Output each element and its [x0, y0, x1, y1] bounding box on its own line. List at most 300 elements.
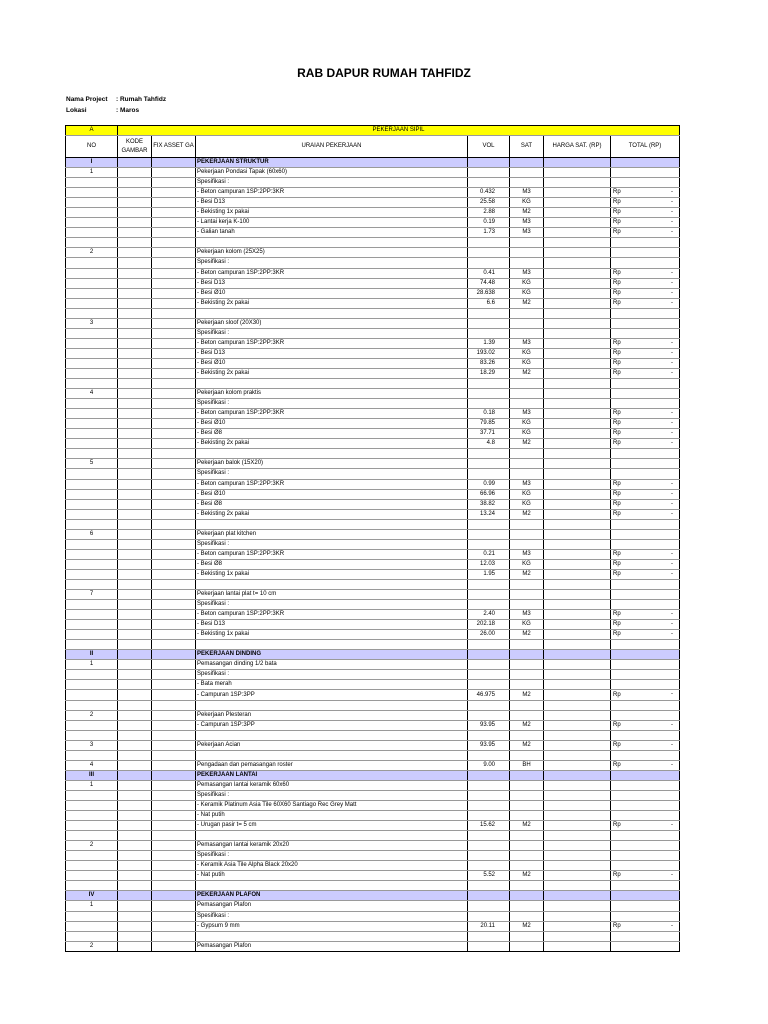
col-harga: HARGA SAT. (RP) — [544, 136, 611, 158]
cell-harga — [544, 811, 611, 821]
cell-desc-text: - Besi Ø10 — [197, 490, 226, 497]
cell-harga — [544, 700, 611, 710]
cell-desc-text: - Bekisting 2x pakai — [197, 510, 250, 517]
cell-desc — [196, 218, 468, 228]
cell-vol-text: 0.99 — [483, 480, 495, 487]
cell-no — [66, 931, 118, 941]
cell-fix — [152, 720, 196, 730]
cell-sat — [510, 841, 544, 851]
cell-desc-text: - Urugan pasir t= 5 cm — [197, 822, 257, 829]
cell-kode — [118, 318, 152, 328]
cell-fix — [152, 268, 196, 278]
cell-fix — [152, 409, 196, 419]
cell-vol — [468, 288, 510, 298]
cell-desc — [196, 710, 468, 720]
cell-harga — [544, 610, 611, 620]
cell-harga — [544, 590, 611, 600]
cell-fix — [152, 338, 196, 348]
cell-no — [66, 831, 118, 841]
cell-fix — [152, 529, 196, 539]
cell-vol — [468, 168, 510, 178]
cell-desc — [196, 389, 468, 399]
cell-total — [611, 861, 680, 871]
cell-harga — [544, 690, 611, 700]
cell-desc-text: - Bekisting 1x pakai — [197, 631, 250, 638]
cell-harga — [544, 891, 611, 901]
cell-total — [611, 358, 680, 368]
cell-sat — [510, 901, 544, 911]
cell-fix — [152, 509, 196, 519]
cell-desc-text: Spesifikasi : — [197, 470, 230, 477]
col-sat: SAT — [510, 136, 544, 158]
cell-vol-text: 83.26 — [479, 359, 495, 366]
table-row — [66, 328, 680, 338]
cell-fix — [152, 258, 196, 268]
cell-sat-text: M2 — [522, 440, 531, 447]
cell-no — [66, 600, 118, 610]
cell-vol-text: 15.62 — [479, 822, 495, 829]
cell-harga — [544, 158, 611, 168]
cell-total — [611, 640, 680, 650]
cell-vol-text: 74.48 — [479, 279, 495, 286]
cell-no — [66, 911, 118, 921]
cell-vol — [468, 499, 510, 509]
cell-no-text: 2 — [89, 842, 94, 849]
cell-fix — [152, 610, 196, 620]
cell-kode — [118, 248, 152, 258]
table-row — [66, 600, 680, 610]
table-row — [66, 941, 680, 951]
cell-total — [611, 238, 680, 248]
total-dash: - — [671, 550, 674, 557]
cell-vol-text: 79.85 — [479, 420, 495, 427]
cell-kode — [118, 499, 152, 509]
cell-desc-text: Pemasangan Plafon — [197, 942, 252, 949]
table-row — [66, 479, 680, 489]
cell-fix — [152, 630, 196, 640]
cell-total — [611, 499, 680, 509]
cell-fix — [152, 318, 196, 328]
cell-desc — [196, 801, 468, 811]
cell-vol — [468, 539, 510, 549]
cell-vol — [468, 630, 510, 640]
cell-vol — [468, 399, 510, 409]
cell-sat — [510, 158, 544, 168]
table-row — [66, 208, 680, 218]
cell-total — [611, 178, 680, 188]
cell-no — [66, 258, 118, 268]
cell-total — [611, 851, 680, 861]
cell-desc-text: Pekerjaan kolom (25X25) — [197, 249, 265, 256]
cell-total — [611, 519, 680, 529]
cell-sat — [510, 760, 544, 770]
cell-desc — [196, 278, 468, 288]
cell-harga — [544, 519, 611, 529]
cell-harga — [544, 750, 611, 760]
cell-total — [611, 479, 680, 489]
table-row — [66, 610, 680, 620]
cell-kode — [118, 268, 152, 278]
cell-sat — [510, 650, 544, 660]
cell-harga — [544, 318, 611, 328]
cell-vol — [468, 841, 510, 851]
cell-no — [66, 841, 118, 851]
cell-harga — [544, 238, 611, 248]
cell-desc — [196, 720, 468, 730]
cell-no — [66, 218, 118, 228]
table-row — [66, 298, 680, 308]
cell-total — [611, 288, 680, 298]
cell-desc-text: Pemasangan dinding 1/2 bata — [197, 661, 277, 668]
cell-kode — [118, 479, 152, 489]
cell-sat-text: M3 — [522, 410, 531, 417]
cell-total-text: Rp — [613, 269, 621, 276]
cell-sat — [510, 318, 544, 328]
cell-kode — [118, 228, 152, 238]
cell-desc — [196, 419, 468, 429]
cell-desc — [196, 590, 468, 600]
cell-no — [66, 509, 118, 519]
location-value: : Maros — [116, 107, 140, 114]
cell-sat — [510, 941, 544, 951]
total-dash: - — [671, 369, 674, 376]
cell-harga — [544, 439, 611, 449]
table-row — [66, 509, 680, 519]
cell-vol — [468, 690, 510, 700]
cell-total — [611, 831, 680, 841]
cell-desc-text: - Bekisting 2x pakai — [197, 370, 250, 376]
cell-harga — [544, 459, 611, 469]
cell-sat — [510, 429, 544, 439]
section-code: A — [66, 126, 118, 136]
cell-total-text: Rp — [613, 209, 621, 216]
cell-sat-text: M2 — [522, 822, 531, 829]
page-title: RAB DAPUR RUMAH TAHFIDZ — [297, 66, 471, 80]
total-dash: - — [671, 440, 674, 447]
cell-total — [611, 439, 680, 449]
cell-desc — [196, 901, 468, 911]
cell-no — [66, 630, 118, 640]
cell-total — [611, 459, 680, 469]
cell-sat — [510, 750, 544, 760]
cell-total — [611, 268, 680, 278]
cell-vol — [468, 811, 510, 821]
cell-vol-text: 0.19 — [483, 219, 495, 226]
cell-no — [66, 801, 118, 811]
cell-harga — [544, 228, 611, 238]
col-total: TOTAL (RP) — [611, 136, 680, 158]
cell-desc — [196, 348, 468, 358]
total-dash: - — [671, 430, 674, 437]
cell-total-text: Rp — [613, 691, 621, 698]
cell-sat — [510, 228, 544, 238]
total-dash: - — [671, 279, 674, 286]
cell-desc — [196, 579, 468, 589]
cell-vol — [468, 640, 510, 650]
cell-fix — [152, 801, 196, 811]
cell-no — [66, 569, 118, 579]
cell-fix — [152, 188, 196, 198]
cell-vol — [468, 710, 510, 720]
cell-desc-text: Spesifikasi : — [197, 791, 230, 798]
cell-sat — [510, 308, 544, 318]
cell-vol-text: 12.03 — [479, 560, 495, 567]
cell-kode — [118, 198, 152, 208]
cell-total — [611, 730, 680, 740]
table-row — [66, 660, 680, 670]
cell-vol-text: 38.82 — [479, 500, 495, 507]
cell-kode — [118, 178, 152, 188]
cell-desc-text: - Besi Ø8 — [197, 430, 223, 437]
cell-total — [611, 409, 680, 419]
cell-harga — [544, 509, 611, 519]
cell-sat — [510, 801, 544, 811]
total-dash: - — [671, 189, 674, 196]
cell-total-text: Rp — [613, 339, 621, 346]
cell-total-text: Rp — [613, 611, 621, 618]
cell-total — [611, 328, 680, 338]
cell-vol — [468, 620, 510, 630]
cell-desc-text: - Besi D13 — [197, 279, 226, 286]
cell-sat — [510, 579, 544, 589]
cell-sat — [510, 821, 544, 831]
cell-kode — [118, 730, 152, 740]
cell-total-text: Rp — [613, 420, 621, 427]
cell-no — [66, 851, 118, 861]
cell-fix — [152, 650, 196, 660]
cell-vol — [468, 338, 510, 348]
cell-harga — [544, 409, 611, 419]
cell-sat — [510, 238, 544, 248]
cell-harga — [544, 268, 611, 278]
cell-vol-text: 1.95 — [483, 570, 495, 577]
cell-harga — [544, 379, 611, 389]
cell-total-text: Rp — [613, 500, 621, 507]
cell-harga — [544, 298, 611, 308]
cell-fix — [152, 429, 196, 439]
cell-total — [611, 941, 680, 951]
cell-vol — [468, 700, 510, 710]
cell-total — [611, 931, 680, 941]
cell-desc — [196, 931, 468, 941]
cell-desc-text: Pekerjaan sloof (20X30) — [197, 319, 262, 326]
cell-desc-text: Spesifikasi : — [197, 540, 230, 547]
cell-vol — [468, 660, 510, 670]
cell-total — [611, 610, 680, 620]
cell-kode — [118, 841, 152, 851]
project-value: : Rumah Tahfidz — [116, 96, 167, 103]
cell-no — [66, 198, 118, 208]
cell-vol — [468, 188, 510, 198]
cell-no — [66, 670, 118, 680]
cell-desc-text: - Besi D13 — [197, 199, 226, 206]
cell-total — [611, 549, 680, 559]
total-dash: - — [671, 510, 674, 517]
cell-no — [66, 399, 118, 409]
cell-sat-text: KG — [522, 500, 531, 507]
cell-no — [66, 238, 118, 248]
cell-sat — [510, 770, 544, 780]
cell-total — [611, 509, 680, 519]
cell-desc — [196, 670, 468, 680]
cell-vol — [468, 821, 510, 831]
cell-fix — [152, 871, 196, 881]
cell-no — [66, 579, 118, 589]
table-row — [66, 459, 680, 469]
cell-harga — [544, 579, 611, 589]
cell-desc-text: Pekerjaan Acian — [197, 741, 241, 748]
cell-vol-text: 0.21 — [483, 550, 495, 557]
cell-fix — [152, 931, 196, 941]
cell-desc — [196, 258, 468, 268]
cell-harga — [544, 218, 611, 228]
cell-kode — [118, 569, 152, 579]
section-row — [66, 770, 680, 780]
cell-kode — [118, 489, 152, 499]
cell-total — [611, 801, 680, 811]
table-row — [66, 449, 680, 459]
cell-harga — [544, 670, 611, 680]
cell-harga — [544, 660, 611, 670]
cell-no — [66, 519, 118, 529]
total-dash: - — [671, 480, 674, 487]
cell-harga — [544, 569, 611, 579]
cell-sat — [510, 409, 544, 419]
cell-vol — [468, 921, 510, 931]
cell-no — [66, 318, 118, 328]
total-dash: - — [671, 922, 674, 929]
cell-sat — [510, 569, 544, 579]
cell-sat-text: KG — [522, 289, 531, 296]
cell-total — [611, 710, 680, 720]
cell-kode — [118, 851, 152, 861]
cell-desc — [196, 549, 468, 559]
cell-sat-text: KG — [522, 359, 531, 366]
cell-vol — [468, 238, 510, 248]
cell-desc-text: Spesifikasi : — [197, 601, 230, 608]
cell-desc-text: - Bekisting 1x pakai — [197, 570, 250, 577]
cell-total — [611, 720, 680, 730]
table-row — [66, 489, 680, 499]
cell-fix — [152, 660, 196, 670]
cell-desc-text: Pekerjaan Pondasi Tapak (60x60) — [197, 169, 287, 176]
cell-kode — [118, 439, 152, 449]
cell-fix — [152, 389, 196, 399]
cell-desc-text: Spesifikasi : — [197, 671, 230, 678]
cell-no — [66, 921, 118, 931]
cell-fix — [152, 700, 196, 710]
table-row — [66, 419, 680, 429]
table-row — [66, 218, 680, 228]
cell-sat — [510, 509, 544, 519]
cell-fix — [152, 328, 196, 338]
cell-vol-text: 93.95 — [479, 741, 495, 748]
cell-kode — [118, 348, 152, 358]
table-row — [66, 881, 680, 891]
total-dash: - — [671, 349, 674, 356]
cell-desc — [196, 459, 468, 469]
cell-sat — [510, 208, 544, 218]
cell-harga — [544, 801, 611, 811]
cell-sat-text: M2 — [522, 370, 531, 376]
table-row — [66, 901, 680, 911]
cell-total — [611, 630, 680, 640]
table-row — [66, 368, 680, 378]
cell-no — [66, 891, 118, 901]
table-row — [66, 238, 680, 248]
cell-vol — [468, 218, 510, 228]
cell-vol — [468, 590, 510, 600]
cell-desc — [196, 539, 468, 549]
cell-sat — [510, 358, 544, 368]
total-dash: - — [671, 229, 674, 236]
cell-kode — [118, 419, 152, 429]
cell-no-text: IV — [88, 892, 95, 899]
cell-sat-text: M2 — [522, 299, 531, 306]
cell-no — [66, 328, 118, 338]
cell-harga — [544, 358, 611, 368]
total-dash: - — [671, 560, 674, 567]
cell-total — [611, 700, 680, 710]
table-row — [66, 931, 680, 941]
cell-total — [611, 590, 680, 600]
cell-desc — [196, 559, 468, 569]
cell-kode — [118, 529, 152, 539]
cell-kode — [118, 640, 152, 650]
cell-no — [66, 650, 118, 660]
cell-total-text: Rp — [613, 721, 621, 728]
cell-total-text: Rp — [613, 349, 621, 356]
cell-no — [66, 188, 118, 198]
cell-harga — [544, 921, 611, 931]
cell-harga — [544, 760, 611, 770]
cell-harga — [544, 720, 611, 730]
cell-harga — [544, 549, 611, 559]
cell-desc-text: - Beton campuran 1SP:2PP:3KR — [197, 410, 285, 417]
table-row — [66, 529, 680, 539]
cell-vol — [468, 278, 510, 288]
cell-total — [611, 338, 680, 348]
cell-no — [66, 901, 118, 911]
table-row — [66, 188, 680, 198]
cell-kode — [118, 680, 152, 690]
total-dash: - — [671, 289, 674, 296]
cell-kode — [118, 770, 152, 780]
cell-fix — [152, 208, 196, 218]
cell-kode — [118, 760, 152, 770]
cell-no — [66, 379, 118, 389]
cell-fix — [152, 469, 196, 479]
cell-harga — [544, 680, 611, 690]
cell-total-text: Rp — [613, 741, 621, 748]
cell-no — [66, 389, 118, 399]
cell-sat — [510, 419, 544, 429]
cell-no — [66, 590, 118, 600]
cell-sat — [510, 931, 544, 941]
cell-fix — [152, 680, 196, 690]
cell-total — [611, 449, 680, 459]
table-row — [66, 268, 680, 278]
cell-total — [611, 569, 680, 579]
cell-total — [611, 389, 680, 399]
cell-vol — [468, 419, 510, 429]
cell-kode — [118, 941, 152, 951]
cell-fix — [152, 198, 196, 208]
cell-desc-text: - Besi Ø8 — [197, 500, 223, 507]
cell-vol-text: 46.975 — [476, 691, 495, 698]
total-dash: - — [671, 721, 674, 728]
table-row — [66, 620, 680, 630]
